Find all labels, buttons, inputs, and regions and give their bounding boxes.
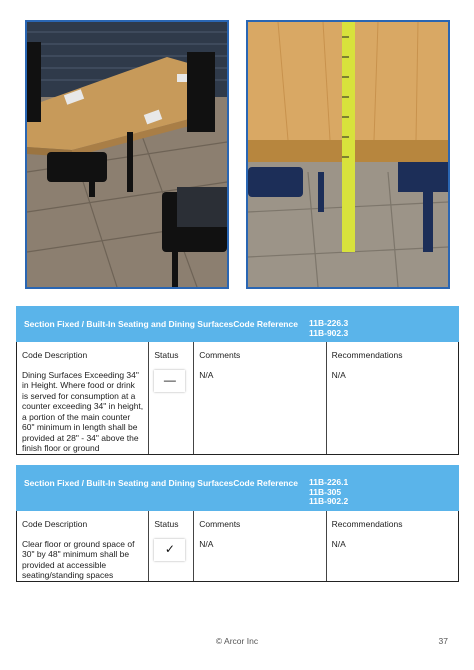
section-table bbox=[16, 342, 459, 455]
code-description-text: Clear floor or ground space of 30" by 48" minimum shall be provided at accessible seating/standing spaces bbox=[22, 538, 135, 580]
inspection-section bbox=[16, 306, 459, 455]
status-column bbox=[148, 342, 193, 454]
column-header: Recommendations bbox=[331, 519, 403, 529]
section-title: Section Fixed / Built-In Seating and Dining SurfacesCode Reference bbox=[24, 319, 298, 329]
column-header: Code Description bbox=[22, 519, 88, 529]
page-number: 37 bbox=[438, 636, 448, 646]
footer-copyright: © Arcor Inc bbox=[215, 636, 259, 646]
comments-column bbox=[193, 511, 325, 581]
code-reference: 11B-305 bbox=[309, 486, 342, 497]
comments-column bbox=[193, 342, 325, 454]
code-description-text: Dining Surfaces Exceeding 34" in Height. Where food or drink is served for consumption at a counter exceeding 34" in height, a portion of the main counter 60" minimum in length shall be provided at 28" - 34" above the finish floor or ground bbox=[22, 369, 144, 453]
column-header: Comments bbox=[199, 350, 241, 360]
section-title: Section Fixed / Built-In Seating and Dining SurfacesCode Reference bbox=[24, 478, 298, 488]
column-header: Code Description bbox=[22, 350, 88, 360]
status-not-applicable-icon[interactable]: — bbox=[154, 370, 185, 392]
comments-text: N/A bbox=[199, 538, 214, 549]
column-header: Status bbox=[154, 350, 179, 360]
section-table bbox=[16, 511, 459, 582]
column-header: Comments bbox=[199, 519, 241, 529]
code-references bbox=[309, 478, 348, 507]
recommendations-text: N/A bbox=[331, 538, 346, 549]
code-description-column bbox=[17, 511, 148, 581]
status-checkmark-icon[interactable]: ✓ bbox=[154, 539, 185, 561]
inspection-section bbox=[16, 465, 459, 582]
recommendations-column bbox=[326, 511, 458, 581]
comments-text: N/A bbox=[199, 369, 214, 380]
status-column bbox=[148, 511, 193, 581]
column-header: Status bbox=[154, 519, 179, 529]
photo-tape-measure bbox=[246, 20, 450, 289]
recommendations-column bbox=[326, 342, 458, 454]
code-description-column bbox=[17, 342, 148, 454]
section-header bbox=[16, 465, 459, 511]
code-reference: 11B-902.3 bbox=[309, 327, 349, 338]
section-header bbox=[16, 306, 459, 342]
recommendations-text: N/A bbox=[331, 369, 346, 380]
code-reference: 11B-902.2 bbox=[309, 496, 349, 506]
code-reference: 11B-226.3 bbox=[309, 318, 349, 328]
code-reference: 11B-226.1 bbox=[309, 477, 349, 487]
photo-dining-tables bbox=[25, 20, 229, 289]
column-header: Recommendations bbox=[331, 350, 403, 360]
code-references bbox=[309, 319, 348, 338]
